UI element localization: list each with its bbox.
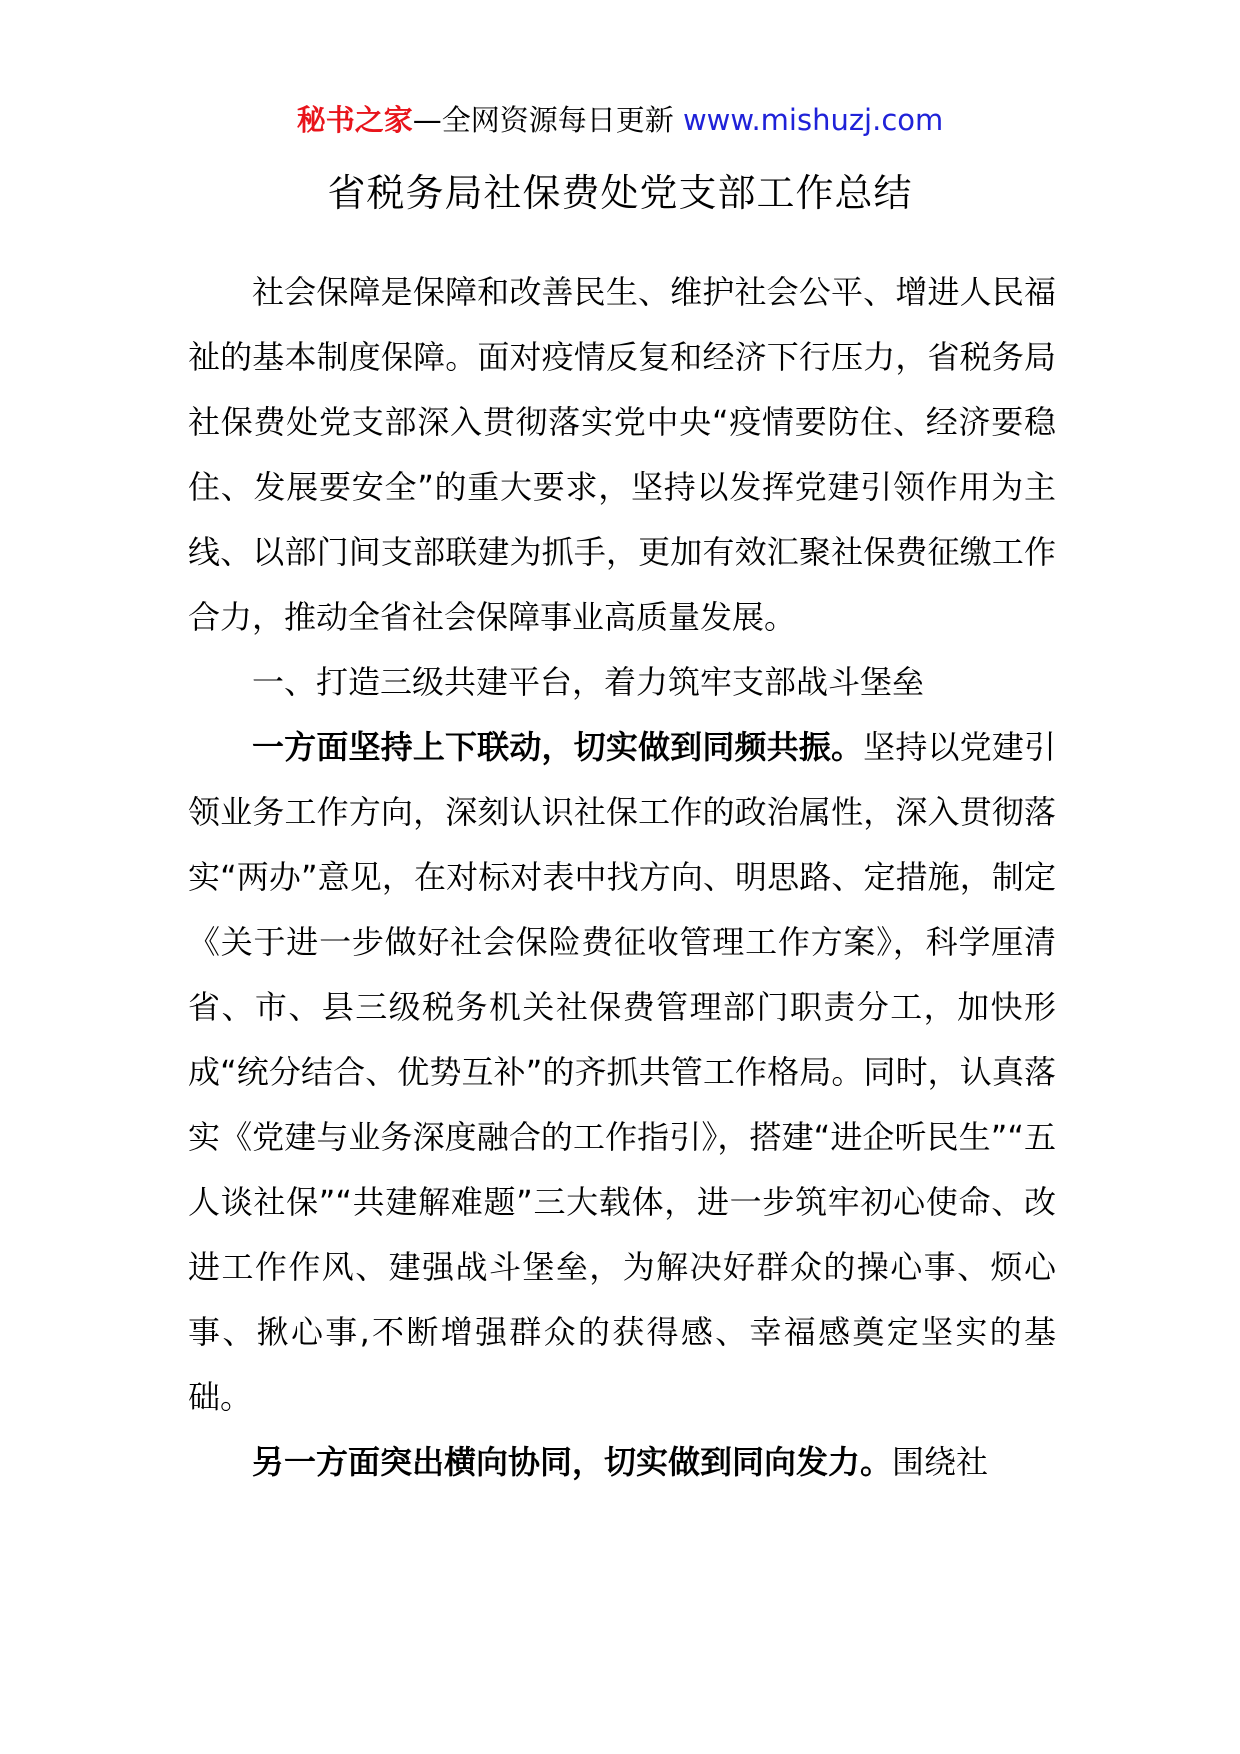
site-banner	[0, 100, 1240, 140]
paragraph-2-lead: 另一方面突出横向协同，切实做到同向发力。	[252, 1443, 893, 1481]
site-url-link[interactable]: www.mishuzj.com	[682, 103, 944, 137]
document-body	[188, 260, 1056, 1495]
banner-tagline: —全网资源每日更新	[412, 103, 683, 137]
paragraph-1-body: 坚持以党建引领业务工作方向，深刻认识社保工作的政治属性，深入贯彻落实“两办”意见，在对标对表中找方向、明思路、定措施，制定《关于进一步做好社会保险费征收管理工作方案》，科学厘清省、市、县三级税务机关社保费管理部门职责分工，加快形成“统分结合、优势互补”的齐抓共管工作格局。同时，认真落实《党建与业务深度融合的工作指引》，搭建“进企听民生”“五人谈社保”“共建解难题”三大载体，进一步筑牢初心使命、改进工作作风、建强战斗堡垒，为解决好群众的操心事、烦心事、揪心事,不断增强群众的获得感、幸福感奠定坚实的基础。	[188, 728, 1056, 1416]
paragraph-1-lead: 一方面坚持上下联动，切实做到同频共振。	[252, 728, 864, 766]
paragraph-1	[188, 715, 1056, 1430]
brand-name: 秘书之家	[296, 103, 413, 137]
intro-paragraph: 社会保障是保障和改善民生、维护社会公平、增进人民福祉的基本制度保障。面对疫情反复和经济下行压力，省税务局社保费处党支部深入贯彻落实党中央“疫情要防住、经济要稳住、发展要安全”的重大要求，坚持以发挥党建引领作用为主线、以部门间支部联建为抓手，更加有效汇聚社保费征缴工作合力，推动全省社会保障事业高质量发展。	[188, 273, 1056, 636]
section-heading: 一、打造三级共建平台，着力筑牢支部战斗堡垒	[252, 663, 925, 701]
document-title: 省税务局社保费处党支部工作总结	[327, 171, 913, 215]
paragraph-2-body: 围绕社	[892, 1443, 989, 1481]
paragraph-2	[188, 1430, 1056, 1495]
